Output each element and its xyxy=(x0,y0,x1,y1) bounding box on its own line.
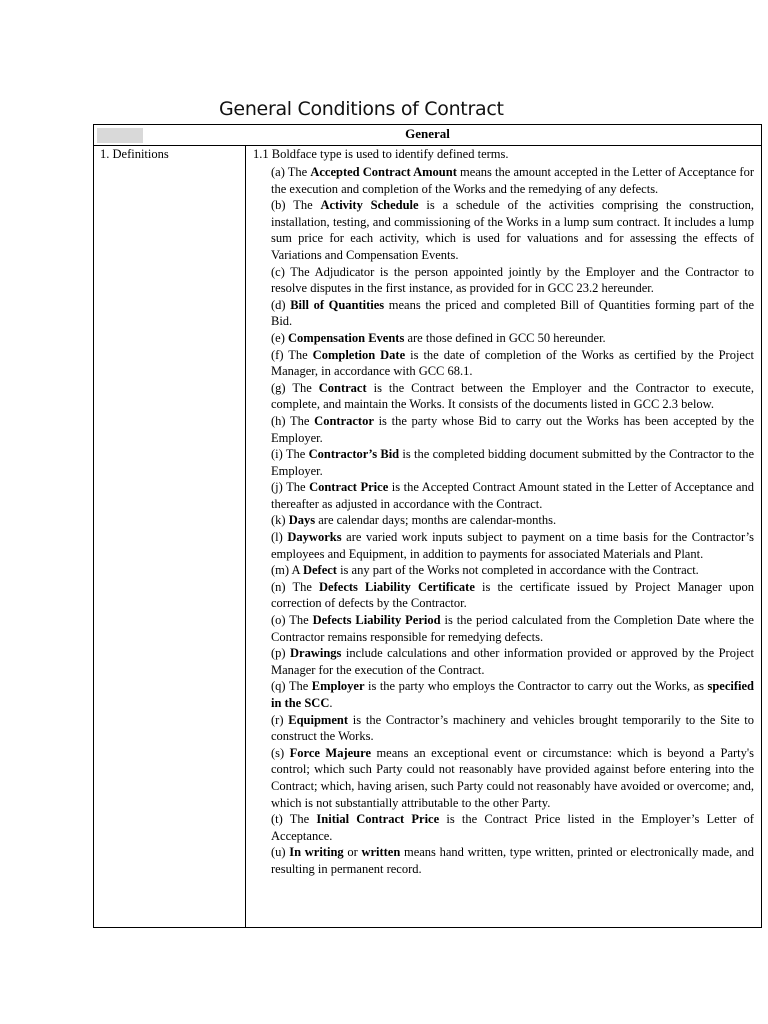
definition-text: (t) The xyxy=(271,812,317,827)
definitions-list xyxy=(271,164,754,878)
definition-text: (l) xyxy=(271,530,288,545)
definition-text: are those defined in GCC 50 hereunder. xyxy=(404,330,606,345)
defined-term: Activity Schedule xyxy=(320,198,419,213)
definition-item xyxy=(271,164,754,197)
definition-text: (k) xyxy=(271,513,289,528)
defined-term: Defect xyxy=(302,563,337,578)
definition-text: (q) The xyxy=(271,679,312,694)
definition-text: (s) xyxy=(271,745,290,760)
definition-item xyxy=(271,413,754,446)
defined-term: Completion Date xyxy=(312,347,406,362)
definition-text: is the party who employs the Contractor to carry out the Works, as xyxy=(364,679,708,694)
definition-text: include calculations and other information provided or approved by the Project Manager for the execution of the Contract. xyxy=(271,646,754,677)
defined-term: Compensation Events xyxy=(288,330,405,345)
definition-text: (b) The xyxy=(271,198,321,213)
definition-text: (i) The xyxy=(271,447,309,462)
defined-term: Dayworks xyxy=(287,530,342,545)
defined-term: Force Majeure xyxy=(289,745,371,760)
definition-item xyxy=(271,479,754,512)
defined-term: Defects Liability Period xyxy=(312,613,441,628)
definition-text: or xyxy=(343,845,362,860)
definition-text: is the date of completion of the Works as certified by the Project Manager, in accordance with GCC 68.1. xyxy=(271,347,755,379)
defined-term: specified in the SCC xyxy=(271,679,754,710)
definition-text: (c) The Adjudicator is the person appointed jointly by the Employer and the Contractor to resolve disputes in the first instance, as provided for in GCC 23.2 hereunder. xyxy=(271,264,754,296)
defined-term: Days xyxy=(288,513,316,528)
definition-text: (f) The xyxy=(271,347,313,362)
defined-term: Contractor’s Bid xyxy=(308,447,400,462)
table-header-row xyxy=(94,125,761,146)
definition-item xyxy=(271,264,754,297)
definition-item xyxy=(271,197,754,263)
definition-text: means the priced and completed Bill of Quantities forming part of the Bid. xyxy=(271,297,755,329)
defined-term: Accepted Contract Amount xyxy=(310,165,457,179)
defined-term: Contract xyxy=(318,380,367,395)
defined-term: Initial Contract Price xyxy=(316,812,440,827)
defined-term: Equipment xyxy=(288,712,348,727)
definition-text: are varied work inputs subject to payment on a time basis for the Contractor’s employees and Equipment, in addition to payments for associated Materials and Plant. xyxy=(271,530,754,561)
definition-text: is the Contract between the Employer and the Contractor to execute, complete, and maintain the Works. It consists of the documents listed in GCC 2.3 below. xyxy=(271,380,754,412)
definition-text: is the Contractor’s machinery and vehicles brought temporarily to the Site to construct the Works. xyxy=(271,712,754,744)
definition-item xyxy=(271,297,754,330)
definition-text: . xyxy=(329,696,333,710)
definition-item xyxy=(271,512,754,529)
definition-text: (u) xyxy=(271,845,290,860)
definition-item xyxy=(271,579,754,612)
definition-text: is the party whose Bid to carry out the Works has been accepted by the Employer. xyxy=(271,413,754,445)
definition-text: (d) xyxy=(271,297,291,312)
definition-item xyxy=(271,529,754,562)
definition-text: is the period calculated from the Completion Date where the Contractor remains responsible for remedying defects. xyxy=(271,613,754,644)
column-divider xyxy=(245,146,246,927)
definition-text: (r) xyxy=(271,712,289,727)
definition-text: (g) The xyxy=(271,380,319,395)
definitions-intro: 1.1 Boldface type is used to identify defined terms. xyxy=(253,147,509,161)
definition-text: is the certificate issued by Project Manager upon correction of defects by the Contractor. xyxy=(271,579,754,611)
defined-term: In writing xyxy=(289,845,344,860)
definition-text: (p) xyxy=(271,646,291,661)
defined-term: Contractor xyxy=(314,413,374,428)
definition-text: is the Contract Price listed in the Employer’s Letter of Acceptance. xyxy=(271,812,754,843)
definition-text: (j) The xyxy=(271,480,310,495)
definition-item xyxy=(271,612,754,645)
definition-item xyxy=(271,347,754,380)
section-label: 1. Definitions xyxy=(100,147,169,161)
conditions-table xyxy=(93,124,762,928)
definition-item xyxy=(271,562,754,579)
definition-text: means hand written, type written, printed or electronically made, and resulting in permanent record. xyxy=(271,845,755,876)
definition-text: (m) A xyxy=(271,563,303,578)
defined-term: Employer xyxy=(311,679,365,694)
definition-text: is a schedule of the activities comprising the construction, installation, testing, and commissioning of the Works in a lump sum contract. It includes a lump sum price for each activity, which is used for valuations and for assessing the effects of Variations and Compensation Events. xyxy=(271,198,754,262)
definition-text: means an exceptional event or circumstance: which is beyond a Party's control; which such Party could not reasonably have provided against before entering into the Contract; which, having arisen, such Party could not reasonably have avoided or overcome; and, which is not substantially attributable to the other Party. xyxy=(271,745,754,810)
defined-term: written xyxy=(361,845,401,860)
definition-item xyxy=(271,678,754,711)
definition-item xyxy=(271,811,754,844)
definition-text: (a) The xyxy=(271,165,311,179)
definition-item xyxy=(271,446,754,479)
defined-term: Contract Price xyxy=(309,480,389,495)
definition-item xyxy=(271,380,754,413)
definition-text: (n) The xyxy=(271,579,320,594)
definition-item xyxy=(271,745,754,811)
definition-item xyxy=(271,330,754,347)
definition-text: is the Accepted Contract Amount stated in the Letter of Acceptance and thereafter as adjusted in accordance with the Contract. xyxy=(271,480,754,511)
definition-text: are calendar days; months are calendar-months. xyxy=(315,513,557,528)
definition-text: (e) xyxy=(271,330,288,345)
definition-text: means the amount accepted in the Letter of Acceptance for the execution and completion of the Works and the remedying of any defects. xyxy=(271,165,754,196)
definition-text: is the completed bidding document submitted by the Contractor to the Employer. xyxy=(271,447,755,478)
definition-item xyxy=(271,712,754,745)
definition-text: (o) The xyxy=(271,613,313,628)
page-title: General Conditions of Contract xyxy=(219,98,504,120)
definition-text: is any part of the Works not completed in accordance with the Contract. xyxy=(336,563,699,578)
definition-item xyxy=(271,645,754,678)
defined-term: Bill of Quantities xyxy=(290,297,385,312)
definition-text: (h) The xyxy=(271,413,315,428)
defined-term: Drawings xyxy=(290,646,342,661)
definition-item xyxy=(271,844,754,877)
defined-term: Defects Liability Certificate xyxy=(319,579,475,594)
table-header: General xyxy=(405,126,450,141)
